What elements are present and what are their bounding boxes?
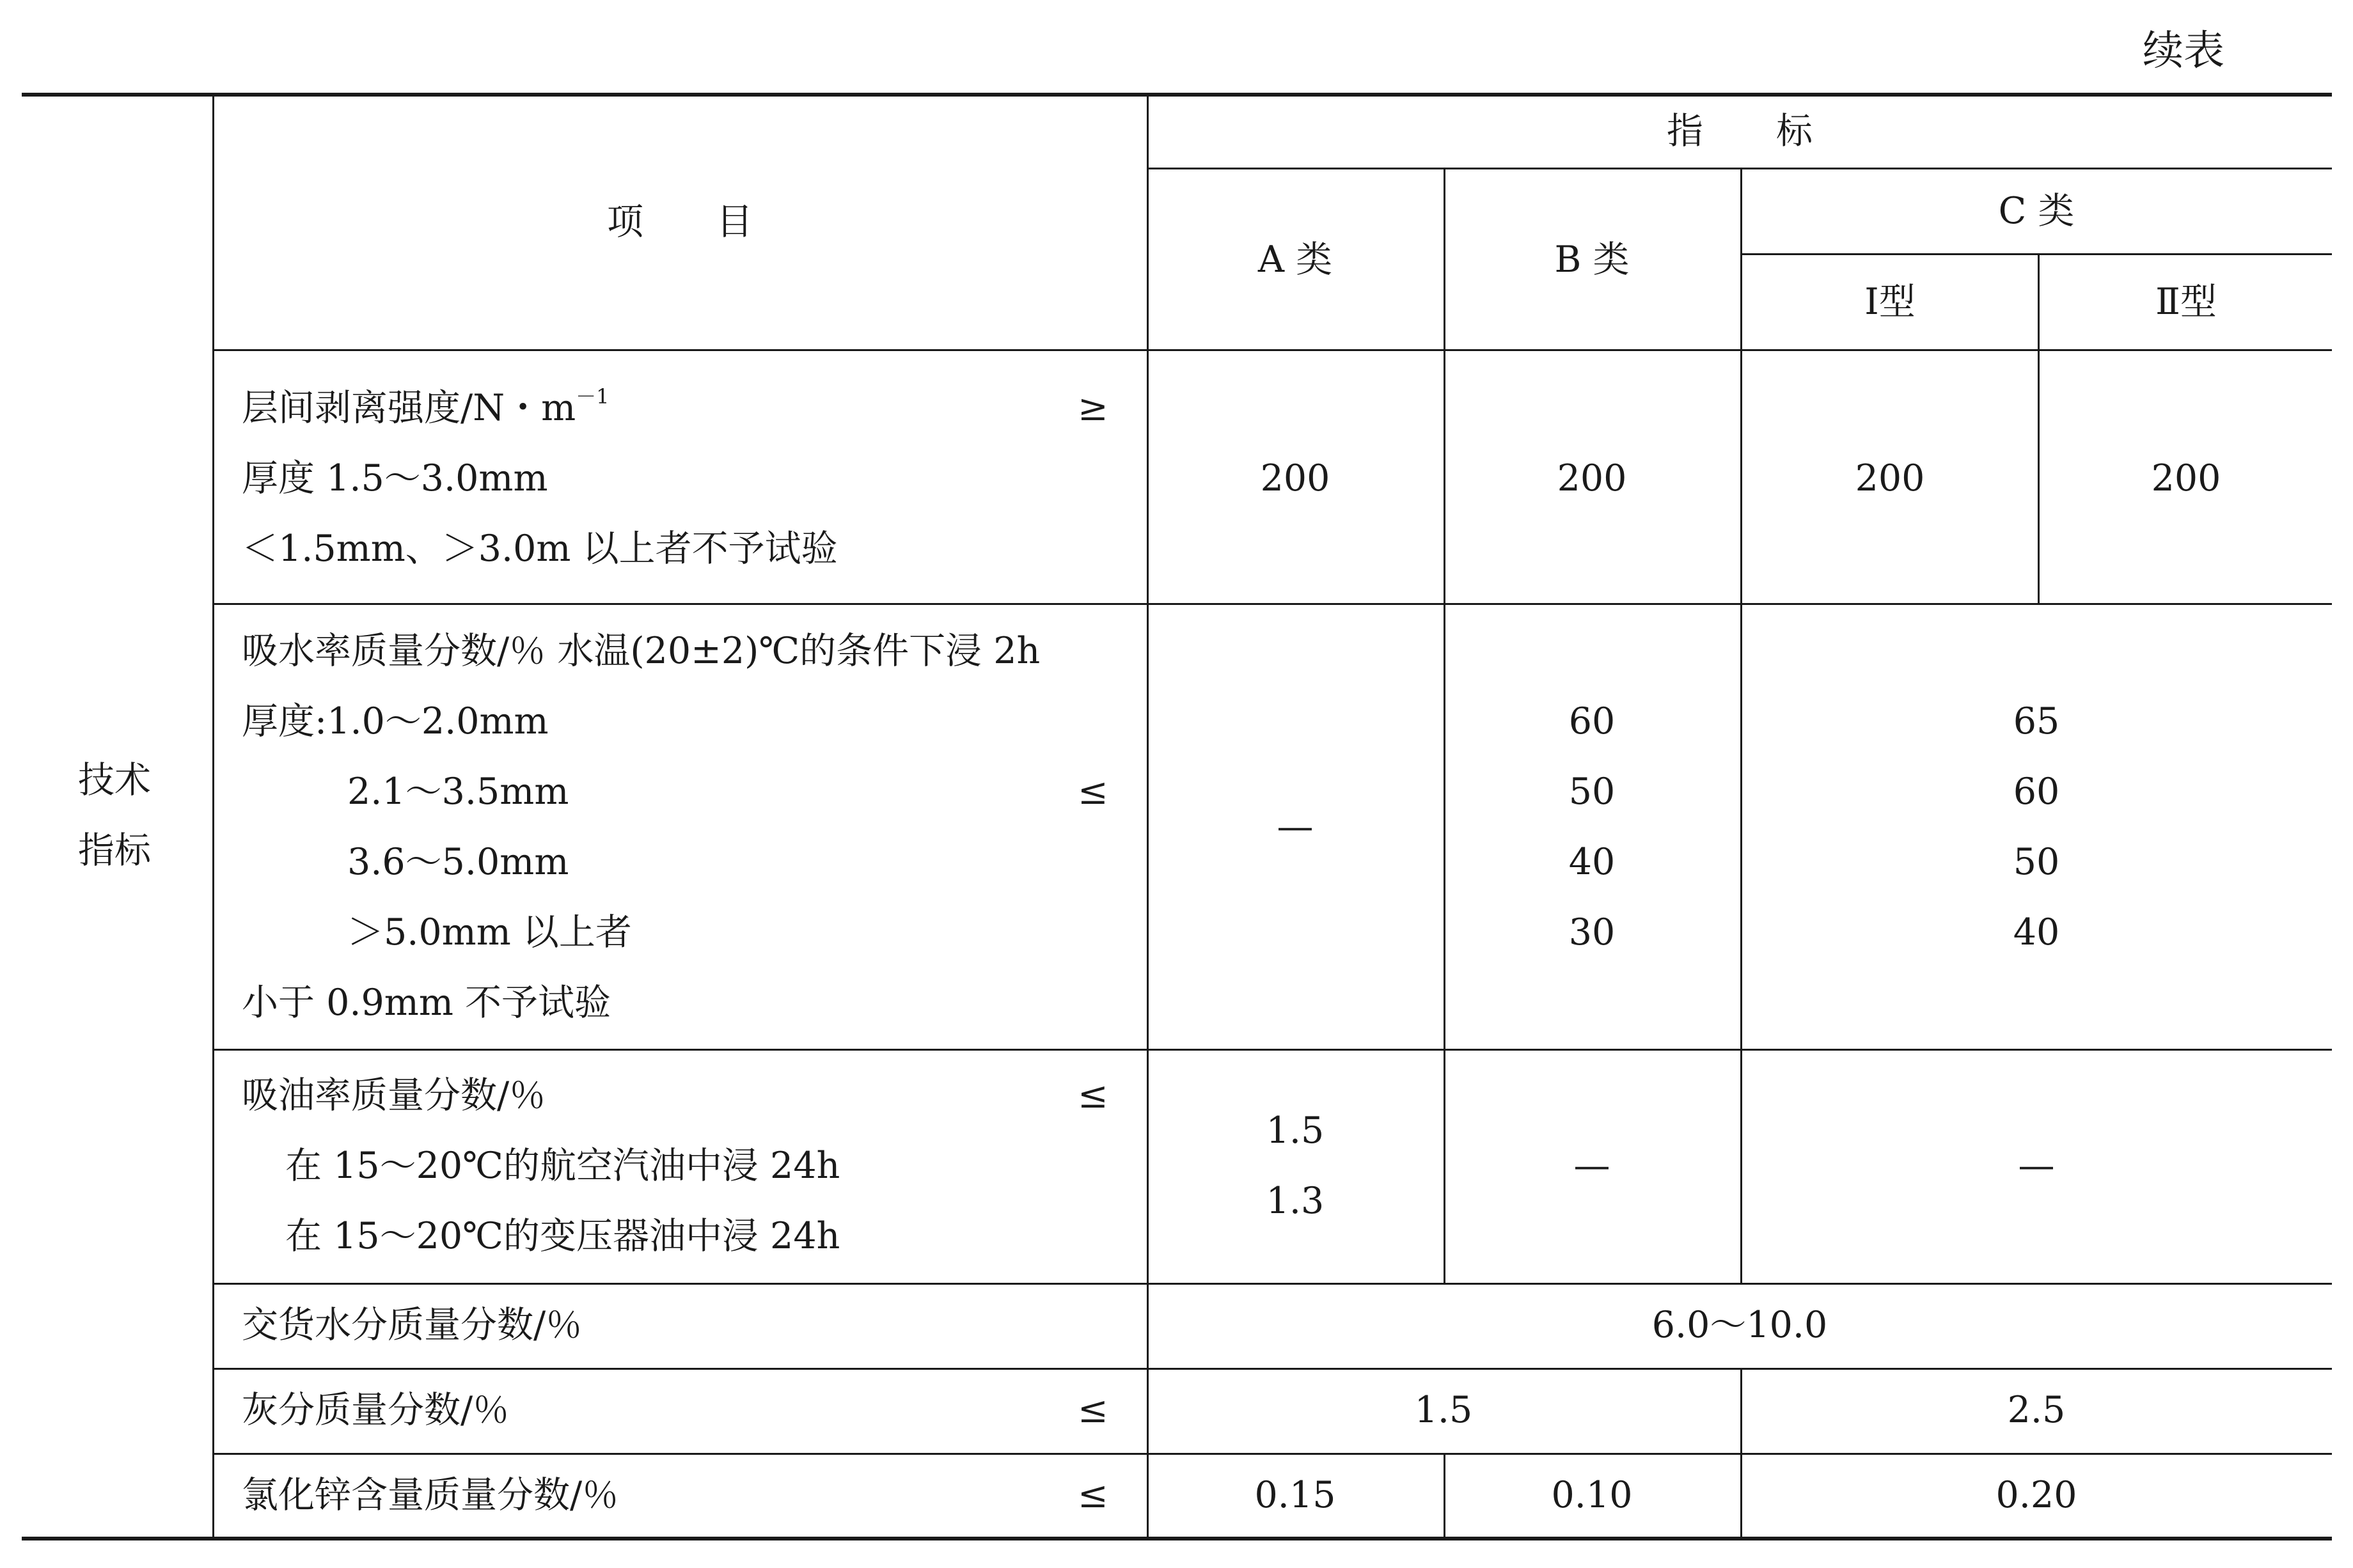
side-header-line-2: 指标 (78, 829, 151, 872)
header-indicator: 指 标 (1667, 110, 1813, 152)
rule-indicator (1147, 168, 2332, 169)
col-ab-divider-1 (1444, 168, 1445, 1283)
water-absorption-b-3: 40 (1568, 841, 1616, 883)
header-class-a: A 类 (1257, 239, 1333, 281)
table-caption: 续表 (2143, 27, 2224, 75)
zinc-chloride-c: 0.20 (1995, 1474, 2077, 1516)
water-absorption-b-1: 60 (1568, 700, 1616, 742)
zinc-chloride-b: 0.10 (1551, 1474, 1633, 1516)
rule-peel-bottom (212, 603, 2332, 605)
peel-strength-line-3: ＜1.5mm、＞3.0m 以上者不予试验 (242, 528, 838, 570)
oil-absorption-b: — (1573, 1145, 1610, 1187)
peel-strength-c2: 200 (2151, 457, 2221, 499)
top-border (22, 93, 2332, 97)
ash-sign: ≤ (1078, 1389, 1108, 1431)
water-absorption-c-2: 60 (2013, 771, 2060, 813)
ash-label: 灰分质量分数/％ (242, 1389, 510, 1431)
header-class-c: C 类 (1998, 190, 2075, 232)
water-absorption-c-1: 65 (2013, 700, 2060, 742)
col-item-divider (1147, 93, 1149, 1539)
oil-absorption-line-3: 在 15～20℃的变压器油中浸 24h (285, 1215, 840, 1257)
col-c1c2-divider (2038, 253, 2040, 603)
peel-strength-label: 层间剥离强度/N・$m^{-1}$ (242, 384, 610, 429)
col-bc-divider-2 (1740, 1368, 1742, 1539)
rule-oil-bottom (212, 1283, 2332, 1285)
oil-absorption-a-1: 1.5 (1266, 1109, 1325, 1152)
oil-absorption-sign: ≤ (1078, 1074, 1108, 1117)
peel-strength-sign: ≥ (1078, 387, 1108, 429)
col-side-divider (212, 93, 214, 1539)
water-absorption-a: — (1277, 806, 1314, 848)
water-absorption-c-4: 40 (2013, 911, 2060, 953)
water-absorption-line-4: 3.6～5.0mm (347, 841, 569, 883)
header-class-b: B 类 (1554, 239, 1630, 281)
rule-ash-bottom (212, 1453, 2332, 1455)
moisture-value: 6.0～10.0 (1651, 1304, 1828, 1346)
peel-strength-b: 200 (1557, 457, 1627, 499)
oil-absorption-a-2: 1.3 (1266, 1180, 1325, 1222)
col-ab-divider-2 (1444, 1453, 1445, 1539)
zinc-chloride-label: 氯化锌含量质量分数/％ (242, 1474, 619, 1516)
header-type-1: Ⅰ型 (1864, 281, 1916, 323)
oil-absorption-line-2: 在 15～20℃的航空汽油中浸 24h (285, 1145, 840, 1187)
oil-absorption-line-1: 吸油率质量分数/％ (242, 1074, 546, 1117)
moisture-label: 交货水分质量分数/％ (242, 1304, 583, 1346)
zinc-chloride-a: 0.15 (1254, 1474, 1336, 1516)
water-absorption-line-1: 吸水率质量分数/％ 水温(20±2)℃的条件下浸 2h (242, 630, 1041, 672)
water-absorption-b-4: 30 (1568, 911, 1616, 953)
header-item: 项 目 (607, 201, 753, 243)
ash-value-ab: 1.5 (1414, 1389, 1473, 1431)
peel-strength-c1: 200 (1855, 457, 1925, 499)
ash-value-c: 2.5 (2007, 1389, 2066, 1431)
bottom-border (22, 1537, 2332, 1541)
water-absorption-b-2: 50 (1568, 771, 1616, 813)
oil-absorption-c: — (2018, 1145, 2055, 1187)
side-header-line-1: 技术 (78, 759, 151, 801)
peel-strength-line-2: 厚度 1.5～3.0mm (242, 457, 548, 499)
zinc-chloride-sign: ≤ (1078, 1474, 1108, 1516)
col-bc-divider-1 (1740, 168, 1742, 1283)
rule-header-bottom (212, 349, 2332, 351)
peel-strength-a: 200 (1260, 457, 1330, 499)
water-absorption-line-6: 小于 0.9mm 不予试验 (242, 982, 611, 1024)
water-absorption-line-3: 2.1～3.5mm (347, 771, 569, 813)
rule-moisture-bottom (212, 1368, 2332, 1370)
header-type-2: Ⅱ型 (2155, 281, 2217, 323)
water-absorption-line-2: 厚度:1.0～2.0mm (242, 700, 549, 742)
water-absorption-sign: ≤ (1078, 771, 1108, 813)
water-absorption-c-3: 50 (2013, 841, 2060, 883)
water-absorption-line-5: ＞5.0mm 以上者 (347, 911, 632, 953)
rule-c-group (1740, 253, 2332, 255)
rule-water-bottom (212, 1049, 2332, 1051)
